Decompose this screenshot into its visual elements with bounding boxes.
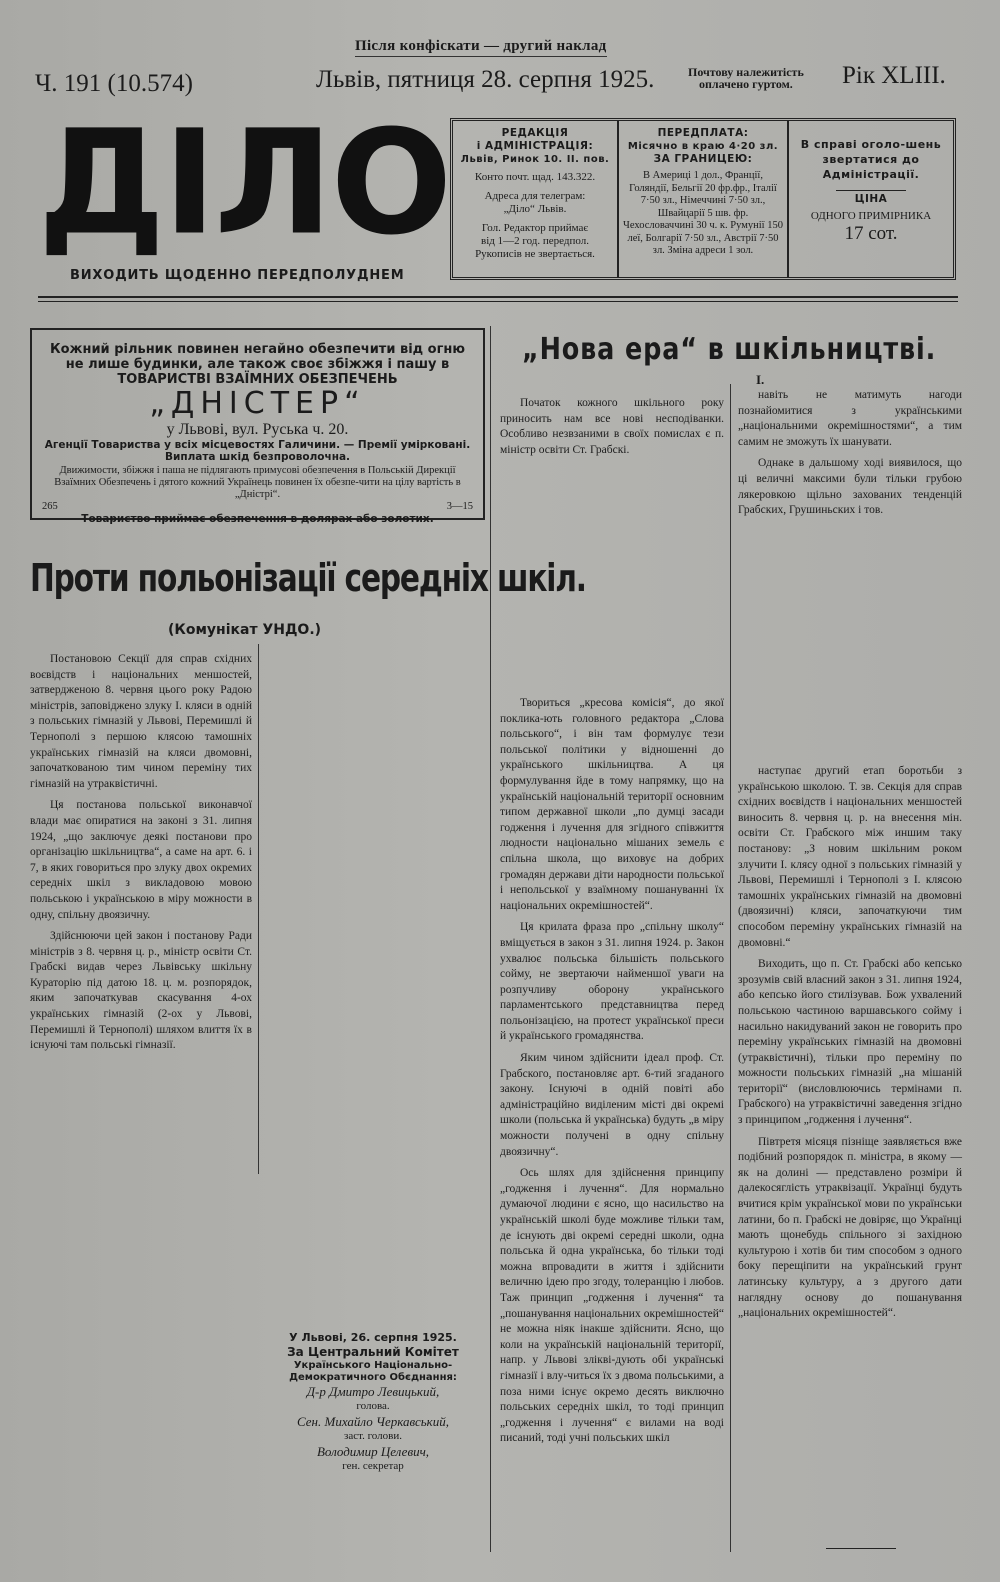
ad-notice: Движимости, збіжжя і паша не підлягають примусові обезпечення в Польській Дирекції Взаїмних Обезпечень і дятого кожний Українець повинен їх обезпе-чити на цілу вартість в „Дністрі“. xyxy=(54,465,461,500)
dateline: Львів, пятниця 28. серпня 1925. xyxy=(316,66,655,93)
telegram-address-1: Адреса для телеграм: xyxy=(484,190,586,202)
redaction-address: Львів, Ринок 10. II. пов. xyxy=(460,154,610,165)
editor-hours-1: Гол. Редактор приймає xyxy=(481,222,589,234)
reprint-note: Після конфіскати — другий наклад xyxy=(355,38,607,54)
signatory-role: ген. секретар xyxy=(342,1460,404,1472)
issue-number: Ч. 191 (10.574) xyxy=(35,70,193,97)
ad-code-right: 3—15 xyxy=(446,501,473,512)
committee-signature xyxy=(262,1330,484,1474)
ad-agencies: Агенції Товариства у всіх місцевостях Галичини. — Премії умірковані. Виплата шкід безпроволочна. xyxy=(44,439,471,463)
ad-code-left: 265 xyxy=(42,501,58,512)
subscription-prices: В Америці 1 дол., Франції, Голяндії, Бельгії 20 фр.фр., Італії 7·50 зл., Німеччині 7·50 зл., Швайцарії 5 шв. фр. Чехословаччині 30 ч. к. Румунії 150 леї, Болгарії 7·50 зл., Австрії 7·50 зл. Зміна адреси 1 зол. xyxy=(623,170,783,256)
article-headline-new-era: „Нова ера“ в шкільництві. xyxy=(522,332,937,367)
postal-line-2: оплачено гуртом. xyxy=(698,77,793,91)
article2-paragraph: Яким чином здійснити ідеал проф. Ст. Грабского, постановляє арт. 6-тий згаданого закону. Існуючі в одній повіті або адміністраційно виділеним місті дві окремі школи (польська й українська) будуть „в міру можности получені в одну спільну двоязичну“. xyxy=(500,1052,724,1158)
article2-paragraph: наступає другий етап боротьби з українською школою. Т. зв. Секція для справ східних воєвідств і національних меншостей виносить 8. червня ц. р. на внесення мін. освіти Ст. Грабского між иншим таку постанову: „З новим шкільним роком злучити I. клясу одної з польських гімназій у Львові, Перемишлі і Тернополі з I. клясою тамошніх українських гімназій на двомовні (двоязичні) кляси, започаткуючи тим способом переміну українських гімназій на двомовні.“ xyxy=(738,765,962,949)
price-value: 17 сот. xyxy=(844,223,898,244)
postal-account: Конто почт. щад. 143.322. xyxy=(474,171,596,183)
ad-address: у Львові, вул. Руська ч. 20. xyxy=(166,421,349,438)
article1-paragraph: Постановою Секції для справ східних воєвідств і національних меншостей, затвердженою 8. червня цього року Радою міністрів, заповіджено злуку I. кляси в одній з польських гімназій у Львові, Перемишлі й Тернополі з першою клясою тамошніх українських гімназій на кляси двомовні, започаткованою тим чином переміну тих гімназій на утраквістичні. xyxy=(30,653,252,790)
redaction-column xyxy=(453,121,619,277)
price-label: ОДНОГО ПРИМІРНИКА xyxy=(810,210,932,222)
signatory-name: Д-р Дмитро Левицький, xyxy=(306,1384,440,1399)
postal-line-1: Почтову належитість xyxy=(688,65,804,79)
subscription-abroad-title: ЗА ГРАНИЦЕЮ: xyxy=(653,153,753,165)
ad-lead-text: Кожний рільник повинен негайно обезпечити від огню не лише будинки, але також своє збіжжя і пашу в ТОВАРИСТВІ ВЗАЇМНИХ ОБЕЗПЕЧЕНЬ xyxy=(49,342,466,387)
article1-paragraph: Здійснюючи цей закон і постанову Ради міністрів з 8. червня ц. р., міністр освіти Ст. Грабскі видав через Львівську шкільну Кураторію під датою 18. ц. м. розпорядок, яким започаткував скасування 4-ох українських гімназій (2-ох у Львові, Перемишлі й Тернополі) шляхом влиття їх в існуючі там польські гімназії. xyxy=(30,930,252,1052)
column-divider-right xyxy=(730,384,731,1552)
volume-year: Рік XLIII. xyxy=(842,62,946,89)
article2-column-1 xyxy=(500,396,724,458)
article1-body xyxy=(30,652,252,1054)
ad-codes xyxy=(42,501,473,513)
subscription-column xyxy=(619,121,789,277)
ad-dollars-note: Товариство приймає обезпечення в долярах або золотих. xyxy=(81,513,434,525)
signature-date: У Львові, 26. серпня 1925. xyxy=(289,1331,457,1344)
redaction-title-1: РЕДАКЦІЯ xyxy=(501,127,569,139)
price-divider xyxy=(836,190,906,191)
publisher-info-box xyxy=(450,118,956,280)
signatory-role: заст. голови. xyxy=(343,1430,402,1442)
telegram-address-2: „Діло“ Львів. xyxy=(503,203,567,215)
price-column xyxy=(789,121,953,277)
article2-column-1-continued xyxy=(500,696,724,1447)
signatory-role: голова. xyxy=(356,1400,390,1412)
article-part-number: I. xyxy=(756,372,765,387)
redaction-title-2: і АДМІНІСТРАЦІЯ: xyxy=(476,140,594,152)
signatory-name: Сен. Михайло Черкавський, xyxy=(297,1414,449,1429)
ads-note: В справі оголо-шень звертатися до Адміністрації. xyxy=(800,138,942,181)
article2-column-2 xyxy=(738,388,962,519)
manuscripts-note: Рукописів не звертається. xyxy=(475,248,595,260)
header-rule-bottom xyxy=(38,301,958,302)
signature-committee: За Центральний Комітет xyxy=(287,1345,459,1359)
article2-paragraph: Півтретя місяця пізніще заявляється вже подібний розпорядок п. міністра, в якому — як на долині — представлено розміри й далекосяглість утраквізації. Українці будуть вчитися крім української мови по українськи латини, бо п. Грабскі не довіряє, що Українці мають щонебудь спільного зі західною культурою і хотів би тим способом з одного боку перещіпити на український грунт латинську культуру, а з другого дати наглядну основу до пошанування „національних окремішностей“. xyxy=(738,1135,962,1320)
end-rule xyxy=(826,1548,896,1549)
article2-paragraph: навіть не матимуть нагоди познайомитися з українськими „національними окремішностями“, а тим самим не зможуть їх шанувати. xyxy=(738,389,962,448)
article1-paragraph: Ця постанова польської виконавчої влади має опиратися на законі з 31. липня 1924, „що заключує деякі постанови про організацію шкільництва“, а саме на арт. 6. і 7, в яких говориться про злуку двох окремих середніх шкіл з викладовою мовою польською і українською в міру можности в одну, спільну двоязичну. xyxy=(30,799,252,921)
article2-paragraph: Ось шлях для здійснення принципу „годження і лучення“. Для нормально думаючої людини є ясно, що насильство на українській школі буде можливе тільки там, де існують дві окремі середні школи, одна польська й одна українська, бо тільки тоді можна впровадити в життя і здійснити величню ідею про згоду, толеранцію і любов. Таж принцип „годження і лучення“ та „пошанування національних окремішностей“ не можна ніяк інакше здійснити. Ясно, що коли на українській національній території, напр. у Львові злікві-дують обі українські гімназії і влу-читься їх з двома польськими, а поза ними існує окремо десять виключно польських середніх шкіл, то тоді принцип „годження і лучення“ є вилами на воді писаний, тоді учні польських шкіл xyxy=(500,1167,724,1445)
column-divider-left xyxy=(258,644,259,1174)
masthead-tagline: ВИХОДИТЬ ЩОДЕННО ПЕРЕДПОЛУДНЕМ xyxy=(70,268,405,283)
masthead-title: ДІЛО xyxy=(38,99,451,268)
ad-company-name: „ДНІСТЕР“ xyxy=(149,386,366,421)
dnister-advertisement xyxy=(30,328,485,525)
column-divider-main xyxy=(490,326,491,1552)
price-title: ЦІНА xyxy=(854,193,888,205)
article-headline-polonization: Проти польонізації середніх шкіл. xyxy=(30,556,586,600)
article2-paragraph: Однаке в дальшому ході виявилося, що ці величні максими були тільки грубою лякеровкою щільно захованих тенденцій Грабских, Грушиньских і тов. xyxy=(738,457,962,517)
signature-party: Українського Національно-Демократичного Обєднання: xyxy=(289,1360,457,1383)
postal-note xyxy=(688,66,804,90)
article-subhead: (Комунікат УНДО.) xyxy=(168,622,322,638)
editor-hours-2: від 1—2 год. передпол. xyxy=(481,235,589,247)
article2-paragraph: Ця крилата фраза про „спільну школу“ вміщується в закон з 31. липня 1924. р. Закон ухвалює польська більшість польського сойму, не звертаючи найменшої уваги на розпучливу оборону українського парламентського представництва перед польонізацією, на протест української преси й українського громадянства. xyxy=(500,921,724,1043)
header-rule-top xyxy=(38,296,958,298)
article2-column-2-continued xyxy=(738,764,962,1322)
subscription-title: ПЕРЕДПЛАТА: xyxy=(657,127,749,139)
article2-paragraph: Твориться „кресова комісія“, до якої поклика-ють головного редактора „Слова польського“, і він там формулує тези польської політики у відношенні до українського шкільництва. А ця формулування йде в тому напрямку, що на українській національній території основним типом державної школи „по думці засади годження і лучення для згідного співжиття людности національно мішаних земель є спільна школа, що виховує на добрих громадян держави діти народности польської і непольської у взаїмному пошануванні їх національних окремішностей“. xyxy=(500,697,724,912)
article2-paragraph: Виходить, що п. Ст. Грабскі або кепсько зрозумів свій власний закон з 31. липня 1924, або кепсько його стилізував. Бож ухвалений польською частиною варшавського сойму і насильно накидуваний закон не говорить про переміну українських гімназій на двомовні (утраквістичні), тільки про переміну по можности польських гімназій „на мішаній території“ (висловлюючись термінами п. Грабского) на утраквістичні заведення згідно з принципом „годження і лучення“. xyxy=(738,958,962,1127)
subscription-domestic: Місячно в краю 4·20 зл. xyxy=(627,141,779,152)
signatory-name: Володимир Целевич, xyxy=(316,1444,430,1459)
article2-paragraph: Початок кожного шкільного року приносить нам все нові несподіванки. Особливо незвзаними в своїх помислах є п. міністр освіти Ст. Грабскі. xyxy=(500,397,724,456)
